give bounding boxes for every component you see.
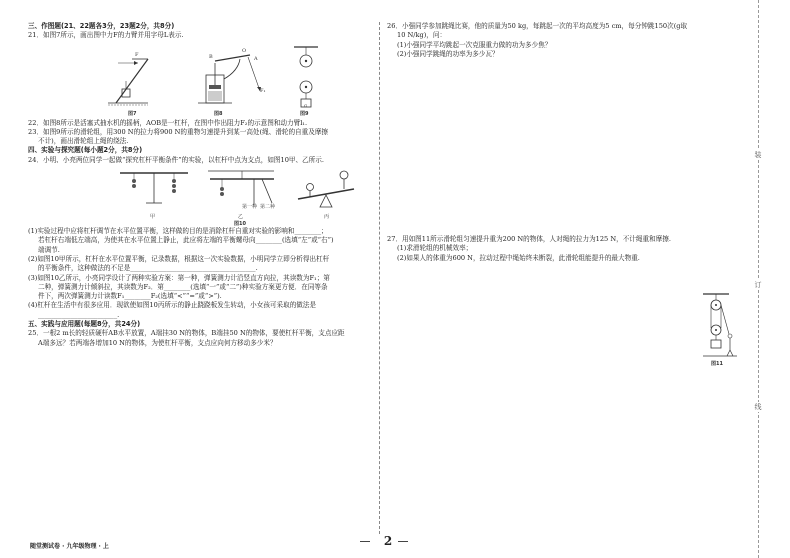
binding-line xyxy=(758,0,760,558)
fig10-label-jia: 甲 xyxy=(150,214,156,221)
fig10-label-bing: 丙 xyxy=(324,214,330,221)
fig8-label-O: O xyxy=(242,47,247,54)
fig10-label-yi: 乙 xyxy=(238,214,244,221)
section-5-heading: 五、实践与应用题(每题8分，共24分) xyxy=(28,320,141,329)
question-27-2: (2)如果人的体重为600 N，拉动过程中绳始终未断裂，此滑轮组能提升的最大物重. xyxy=(397,253,640,262)
figure-10-drawing xyxy=(28,165,375,227)
question-26-line1: 26．小强同学参加跳绳比赛，他的质量为50 kg，每跳起一次的平均高度为5 cm，每分钟跳150次(g取 xyxy=(387,22,688,30)
question-24: 24．小明、小亮两位同学一起做“探究杠杆平衡条件”的实验，以杠杆中点为支点，如图10甲、乙所示. xyxy=(28,155,324,164)
figure-8-caption: 图8 xyxy=(214,110,223,117)
figure-10 xyxy=(28,165,375,227)
question-25-line1: 25．一根2 m长的轻质硬杆AB水平放置，A端挂30 N的物体，B端挂50 N的物体，要使杠杆平衡，支点应距 xyxy=(28,329,345,338)
question-25-line2: A端多远？若两端各增加10 N的物体，为使杠杆平衡，支点应向何方移动多少米？ xyxy=(38,338,277,347)
question-21: 21．如图7所示，画出图中力F的力臂并用字母L表示. xyxy=(28,31,184,40)
right-column xyxy=(387,22,742,367)
fig10-label-first: 第一种 xyxy=(242,204,258,211)
column-divider xyxy=(379,22,380,534)
figure-11-drawing xyxy=(699,290,739,370)
question-23-line1: 23．如图9所示的滑轮组，用300 N的拉力将900 N的重物匀速提升到某一高处(绳、滑轮的自重及摩擦 xyxy=(28,127,329,136)
figure-7-caption: 图7 xyxy=(128,110,137,117)
fig9-label-G: G xyxy=(304,102,308,108)
figures-7-8-9 xyxy=(28,41,375,119)
question-24-4-line2: ________________________. xyxy=(38,310,120,319)
figure-11-caption: 图11 xyxy=(711,361,723,367)
question-24-4-line1: (4)杠杆在生活中有很多应用．现欲使如图10丙所示的静止跷跷板发生转动，小女孩可采取的做法是 xyxy=(28,301,317,310)
fig8-label-B: B xyxy=(209,53,213,60)
question-22: 22．如图8所示是活塞式抽水机的摇柄，AOB是一杠杆，在图中作出阻力F₂的示意图和动力臂l₁. xyxy=(28,118,308,127)
figure-9-caption: 图9 xyxy=(300,110,309,117)
question-24-1-line2: 若杠杆右端低左端高，为使其在水平位置上静止，此应将左端的平衡螺母向________(选填“左”或“右”) xyxy=(38,236,334,245)
fig8-label-F1: F₁ xyxy=(260,87,266,94)
question-24-3-line2: 二种，弹簧测力计倾斜拉，其读数为F₂．第________(选填“一”或“二”)种实验方案更方便．在同等条 xyxy=(38,282,328,291)
footer-dash-right xyxy=(398,541,408,542)
footer-title: 随堂测试卷 · 九年级物理 · 上 xyxy=(30,543,109,550)
answer-space-26 xyxy=(387,59,742,235)
figure-10-caption: 图10 xyxy=(234,221,246,228)
section-4-heading: 四、实验与探究题(每小题2分，共8分) xyxy=(28,146,143,155)
question-24-1-line1: (1)实验过程中应将杠杆调节在水平位置平衡，这样做的目的是消除杠杆自重对实验的影响和________； xyxy=(28,227,328,236)
question-26-2: (2)小强同学跳绳的功率为多少瓦？ xyxy=(397,49,499,58)
binding-char-xian: 线 xyxy=(750,402,766,412)
question-23-line2: 不计)，画出滑轮组上绳的绕法. xyxy=(38,137,129,146)
fig7-label-F: F xyxy=(135,51,139,58)
binding-char-zhuang: 装 xyxy=(750,150,766,160)
figure-11 xyxy=(699,290,739,370)
question-24-1-line3: 端调节. xyxy=(38,245,60,254)
fig10-label-second: 第二种 xyxy=(260,204,276,211)
page-number: 2 xyxy=(383,534,393,548)
question-24-2-line2: 的平衡条件，这种做法的不足是______________________________________. xyxy=(38,264,258,273)
binding-char-ding: 订 xyxy=(750,280,766,290)
question-24-2-line1: (2)如图10甲所示，杠杆在水平位置平衡，记录数据，根据这一次实验数据，小明同学立即分析得出杠杆 xyxy=(28,254,330,263)
question-26-1: (1)小强同学平均跳起一次克服重力做的功为多少焦？ xyxy=(397,40,552,49)
question-27: 27．用如图11所示滑轮组匀速提升重为200 N的物体，人对绳的拉力为125 N，不计绳重和摩擦. xyxy=(387,235,671,244)
left-column xyxy=(28,22,375,348)
question-26-line2: 10 N/kg)，问： xyxy=(397,31,447,40)
question-27-1: (1)求滑轮组的机械效率； xyxy=(397,244,473,253)
figure-7-8-9-drawing xyxy=(28,41,375,119)
section-3-heading: 三、作图题(21、22题各3分，23题2分，共8分) xyxy=(28,22,175,30)
fig8-label-A: A xyxy=(254,55,258,62)
question-24-3-line1: (3)如图10乙所示，小亮同学设计了两种实验方案：第一种，弹簧测力计沿竖直方向拉，其读数为F₁；第 xyxy=(28,273,330,282)
question-24-3-line3: 件下，两次弹簧测力计读数F₁________F₂(选填“<”“=”或“>”). xyxy=(38,292,222,301)
